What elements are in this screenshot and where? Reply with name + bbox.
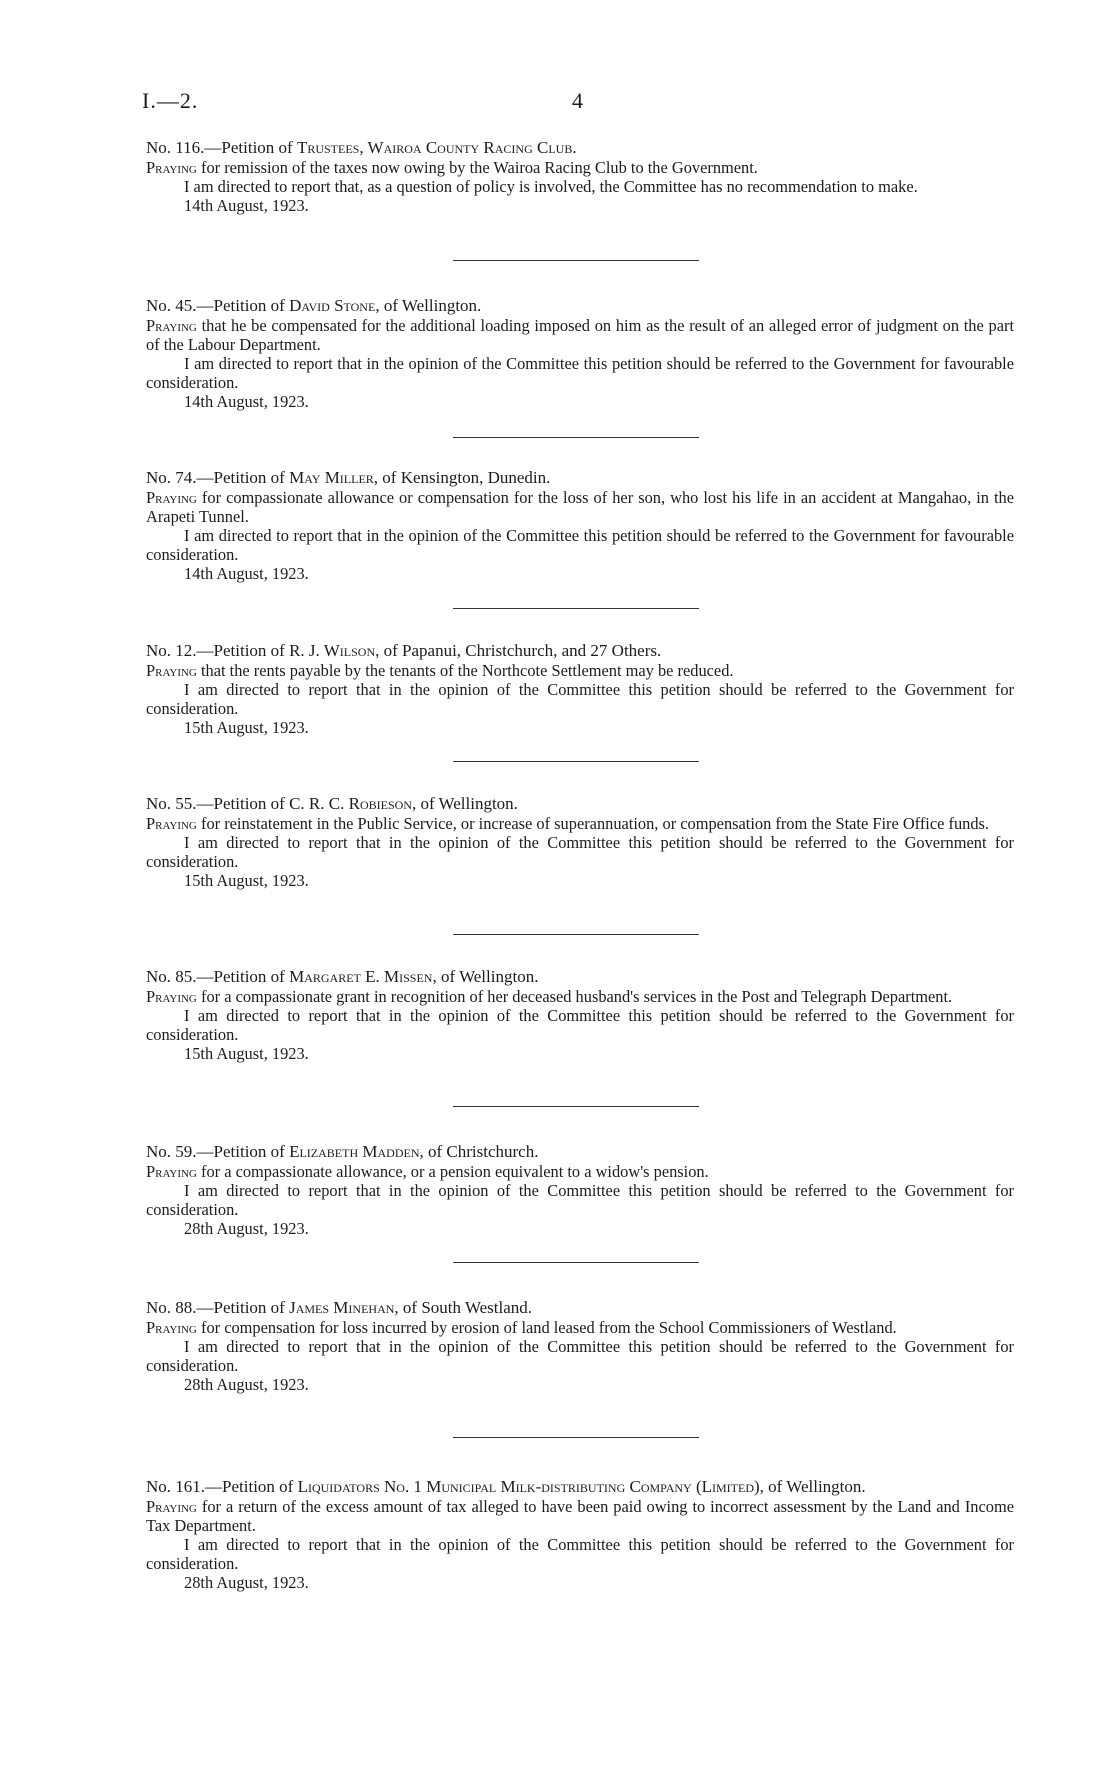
petition-date: 15th August, 1923. <box>184 718 309 737</box>
petition-report: I am directed to report that in the opinion of the Committee this petition should be referred to the Government for favourable consideration. <box>146 526 1014 564</box>
petition-prayer: Praying for compensation for loss incurred by erosion of land leased from the School Commissioners of Westland. <box>146 1318 897 1337</box>
petition-date: 15th August, 1923. <box>184 1044 309 1063</box>
petition-date: 28th August, 1923. <box>184 1573 309 1592</box>
petition-title: No. 59.—Petition of Elizabeth Madden, of Christchurch. <box>146 1142 539 1161</box>
petition-prayer: Praying for a compassionate allowance, or a pension equivalent to a widow's pension. <box>146 1162 709 1181</box>
petition-title: No. 12.—Petition of R. J. Wilson, of Papanui, Christchurch, and 27 Others. <box>146 641 662 660</box>
petition-title: No. 74.—Petition of May Miller, of Kensington, Dunedin. <box>146 468 551 487</box>
petition-title: No. 45.—Petition of David Stone, of Wellington. <box>146 296 482 315</box>
petition-161 <box>146 1477 1014 1592</box>
section-divider <box>453 934 699 935</box>
petition-prayer: Praying for reinstatement in the Public Service, or increase of superannuation, or compensation from the State Fire Office funds. <box>146 814 990 833</box>
section-divider <box>453 1106 699 1107</box>
section-divider <box>453 260 699 261</box>
document-reference: I.—2. <box>142 88 199 113</box>
petition-report: I am directed to report that, as a question of policy is involved, the Committee has no recommendation to make. <box>184 177 918 196</box>
page-number: 4 <box>572 88 584 113</box>
petition-title: No. 88.—Petition of James Minehan, of South Westland. <box>146 1298 533 1317</box>
petition-date: 14th August, 1923. <box>184 196 309 215</box>
petition-116 <box>146 138 1014 215</box>
petition-report: I am directed to report that in the opinion of the Committee this petition should be referred to the Government for consideration. <box>146 833 1014 871</box>
petition-date: 15th August, 1923. <box>184 871 309 890</box>
petition-88 <box>146 1298 1014 1394</box>
petition-date: 28th August, 1923. <box>184 1219 309 1238</box>
petition-date: 14th August, 1923. <box>184 392 309 411</box>
petition-55 <box>146 794 1014 890</box>
petition-prayer: Praying for a return of the excess amount of tax alleged to have been paid owing to incorrect assessment by the Land and Income Tax Department. <box>146 1497 1014 1535</box>
petition-date: 28th August, 1923. <box>184 1375 309 1394</box>
petition-report: I am directed to report that in the opinion of the Committee this petition should be referred to the Government for favourable consideration. <box>146 354 1014 392</box>
petition-title: No. 55.—Petition of C. R. C. Robieson, of Wellington. <box>146 794 518 813</box>
petition-report: I am directed to report that in the opinion of the Committee this petition should be referred to the Government for consideration. <box>146 1337 1014 1375</box>
petition-85 <box>146 967 1014 1063</box>
petition-prayer: Praying for a compassionate grant in recognition of her deceased husband's services in the Post and Telegraph Department. <box>146 987 953 1006</box>
section-divider <box>453 761 699 762</box>
petition-prayer: Praying for compassionate allowance or compensation for the loss of her son, who lost his life in an accident at Mangahao, in the Arapeti Tunnel. <box>146 488 1014 526</box>
petition-45 <box>146 296 1014 411</box>
petition-12 <box>146 641 1014 737</box>
petition-74 <box>146 468 1014 583</box>
petition-title: No. 85.—Petition of Margaret E. Missen, of Wellington. <box>146 967 539 986</box>
petition-prayer: Praying for remission of the taxes now owing by the Wairoa Racing Club to the Government. <box>146 158 758 177</box>
section-divider <box>453 1437 699 1438</box>
petition-report: I am directed to report that in the opinion of the Committee this petition should be referred to the Government for consideration. <box>146 1006 1014 1044</box>
section-divider <box>453 437 699 438</box>
section-divider <box>453 608 699 609</box>
petition-report: I am directed to report that in the opinion of the Committee this petition should be referred to the Government for consideration. <box>146 1535 1014 1573</box>
petition-prayer: Praying that he be compensated for the additional loading imposed on him as the result of an alleged error of judgment on the part of the Labour Department. <box>146 316 1014 354</box>
petition-title: No. 161.—Petition of Liquidators No. 1 Municipal Milk-distributing Company (Limited), of Wellington. <box>146 1477 866 1496</box>
petition-title: No. 116.—Petition of Trustees, Wairoa County Racing Club. <box>146 138 577 157</box>
petition-date: 14th August, 1923. <box>184 564 309 583</box>
section-divider <box>453 1262 699 1263</box>
petition-report: I am directed to report that in the opinion of the Committee this petition should be referred to the Government for consideration. <box>146 1181 1014 1219</box>
petition-report: I am directed to report that in the opinion of the Committee this petition should be referred to the Government for consideration. <box>146 680 1014 718</box>
petition-prayer: Praying that the rents payable by the tenants of the Northcote Settlement may be reduced. <box>146 661 734 680</box>
petition-59 <box>146 1142 1014 1238</box>
